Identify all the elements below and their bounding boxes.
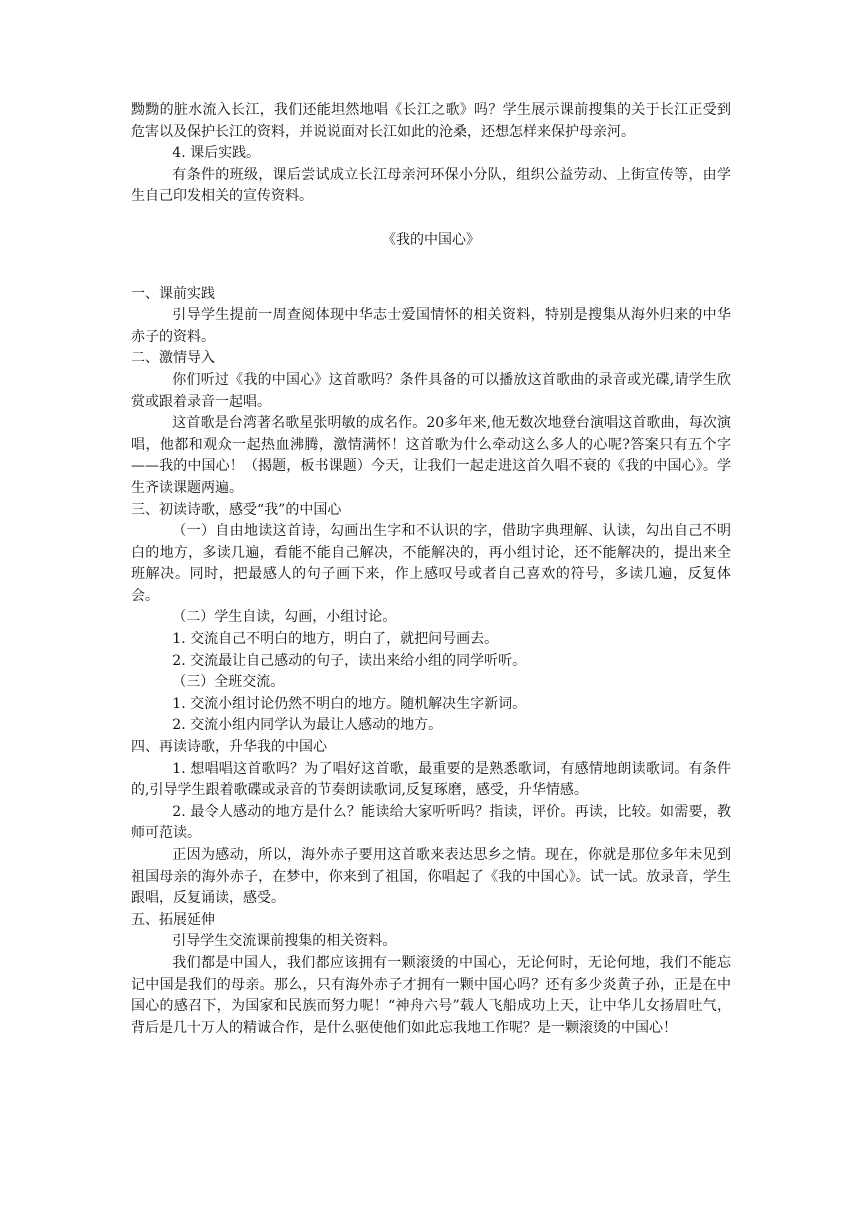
paragraph: （一）自由地读这首诗，勾画出生字和不认识的字，借助字典理解、认读，勾出自己不明白的地方，多读几遍，看能不能自己解决，不能解决的，再小组讨论，还不能解决的，提出来全班解决。同时，把最感人的句子画下来，作上感叹号或者自己喜欢的符号，多读几遍，反复体会。 [131,523,731,604]
document-page [131,100,731,1039]
list-item: 1. 交流自己不明白的地方，明白了，就把问号画去。 [172,631,499,648]
section-heading: 一、课前实践 [131,285,215,302]
paragraph: 你们听过《我的中国心》这首歌吗？条件具备的可以播放这首歌曲的录音或光碟,请学生欣赏或跟着录音一起唱。 [131,371,731,410]
list-item: 2. 最令人感动的地方是什么？能读给大家听听吗？指读，评价。再读，比较。如需要，教师可范读。 [131,803,731,842]
paragraph: 正因为感动，所以，海外赤子要用这首歌来表达思乡之情。现在，你就是那位多年未见到祖国母亲的海外赤子，在梦中，你来到了祖国，你唱起了《我的中国心》。试一试。放录音，学生跟唱，反复诵读，感受。 [131,847,731,907]
paragraph: 引导学生交流课前搜集的相关资料。 [172,933,397,950]
list-item: 1. 想唱唱这首歌吗？为了唱好这首歌，最重要的是熟悉歌词，有感情地朗读歌词。有条件的,引导学生跟着歌碟或录音的节奏朗读歌词,反复琢磨，感受，升华情感。 [131,760,731,799]
section-title: 《我的中国心》 [382,231,480,248]
paragraph: （三）全班交流。 [172,674,285,691]
list-item: 2. 交流最让自己感动的句子，读出来给小组的同学听听。 [172,652,527,669]
paragraph: 黝黝的脏水流入长江，我们还能坦然地唱《长江之歌》吗？学生展示课前搜集的关于长江正受到危害以及保护长江的资料，并说说面对长江如此的沧桑，还想怎样来保护母亲河。 [131,102,731,140]
paragraph: 引导学生提前一周查阅体现中华志士爱国情怀的相关资料，特别是搜集从海外归来的中华赤子的资料。 [131,307,731,345]
section-heading: 三、初读诗歌，感受“我”的中国心 [131,501,342,518]
section-heading: 五、拓展延伸 [131,911,215,928]
paragraph: 我们都是中国人，我们都应该拥有一颗滚烫的中国心，无论何时，无论何地，我们不能忘记中国是我们的母亲。那么，只有海外赤子才拥有一颗中国心吗？还有多少炎黄子孙，正是在中国心的感召下，为国家和民族而努力呢！“神舟六号”载人飞船成功上天，让中华儿女扬眉吐气，背后是几十万人的精诚合作，是什么驱使他们如此忘我地工作呢？是一颗滚烫的中国心！ [131,954,731,1036]
section-heading: 四、再读诗歌，升华我的中国心 [131,739,327,756]
paragraph: 这首歌是台湾著名歌星张明敏的成名作。20多年来,他无数次地登台演唱这首歌曲，每次演唱，他都和观众一起热血沸腾，激情满怀！这首歌为什么牵动这么多人的心呢?答案只有五个字——我的中国心！（揭题，板书课题）今天，让我们一起走进这首久唱不衰的《我的中国心》。学生齐读课题两遍。 [131,415,731,496]
list-item: 1. 交流小组讨论仍然不明白的地方。随机解决生字新词。 [172,695,527,712]
list-item: 4. 课后实践。 [172,145,261,162]
paragraph: （二）学生自读，勾画，小组讨论。 [172,609,397,626]
section-heading: 二、激情导入 [131,350,215,367]
list-item: 2. 交流小组内同学认为最让人感动的地方。 [172,717,443,734]
paragraph: 有条件的班级，课后尝试成立长江母亲河环保小分队，组织公益劳动、上街宣传等，由学生自己印发相关的宣传资料。 [131,166,731,205]
